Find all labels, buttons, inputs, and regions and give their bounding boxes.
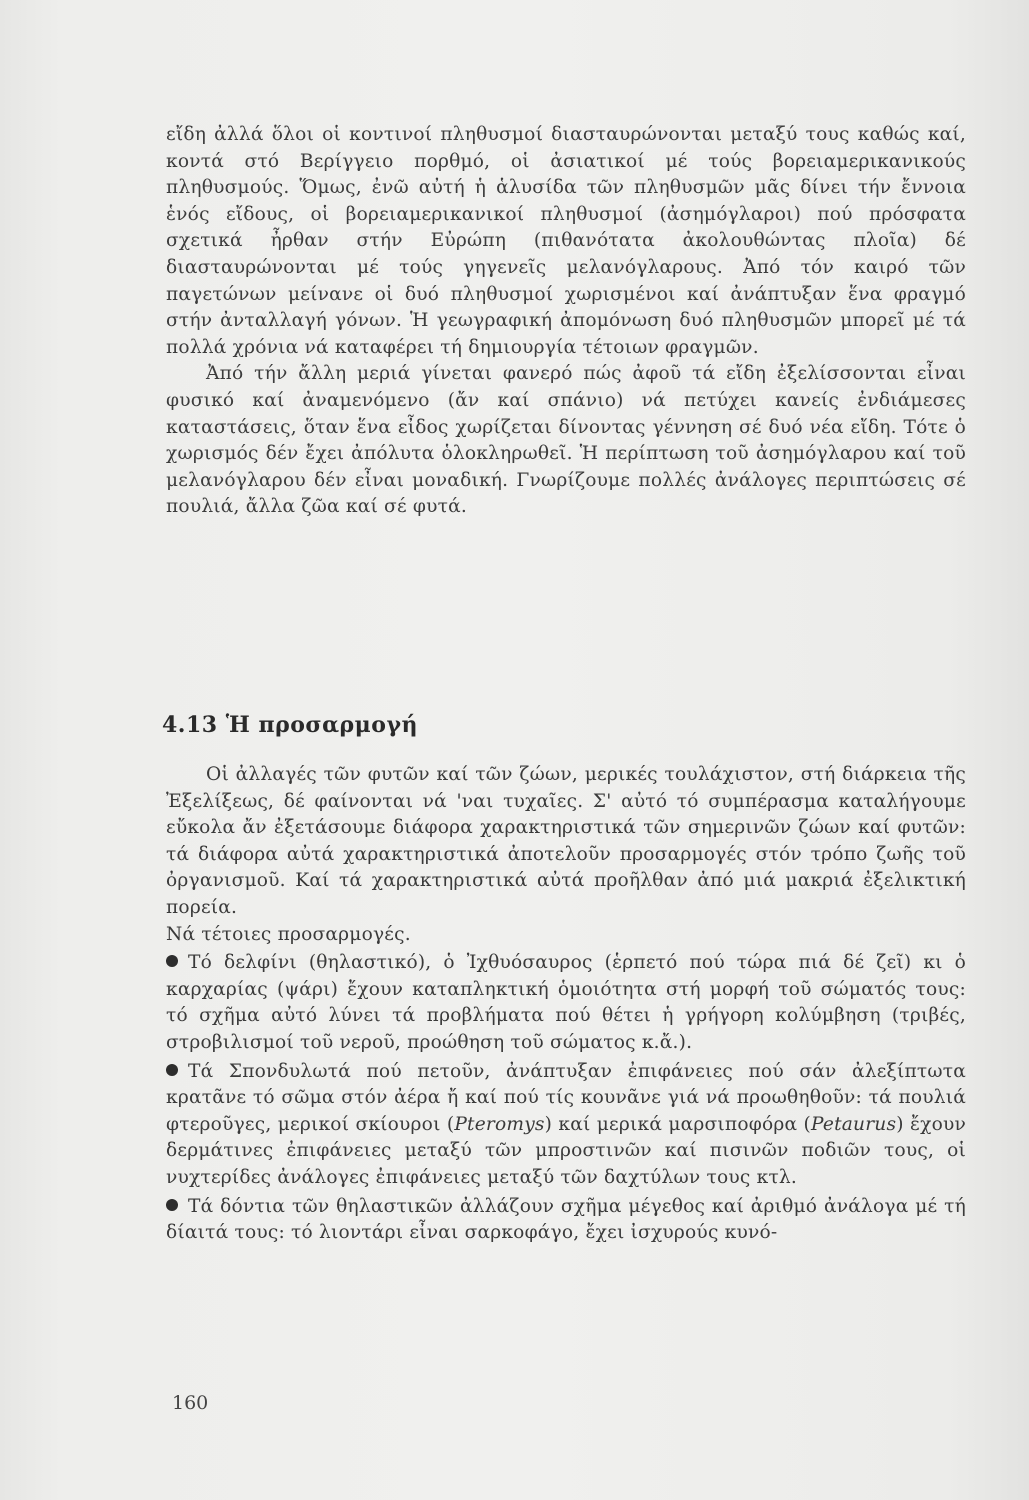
intro-paragraph-2: Ἀπό τήν ἄλλη μεριά γίνεται φανερό πώς ἀφοῦ τά εἴδη ἐξελίσσονται εἶναι φυσικό καί ἀναμενόμενο (ἄν καί σπάνιο) νά πετύχει κανείς ἐνδιάμεσες καταστάσεις, ὅταν ἕνα εἶδος χωρίζεται δίνοντας γέννηση σέ δυό νέα εἴδη. Τότε ὁ χωρισμός δέν ἔχει ἀπόλυτα ὁλοκληρωθεῖ. Ἡ περίπτωση τοῦ ἀσημόγλαρου καί τοῦ μελανόγλαρου δέν εἶναι μοναδική. Γνωρίζουμε πολλές ἀνάλογες περιπτώσεις σέ πουλιά, ἄλλα ζῶα καί σέ φυτά. [166, 363, 966, 518]
bullet-2-petaurus: Petaurus [810, 1113, 897, 1135]
bullet-2-pteromys: Pteromys [454, 1113, 545, 1135]
bullet-1-text: Τό δελφίνι (θηλαστικό), ὁ Ἰχθυόσαυρος (ἑρπετό πού τώρα πιά δέ ζεῖ) κι ὁ καρχαρίας (ψάρι) ἔχουν καταπληκτική ὁμοιότητα στή μορφή τοῦ σώματός τους: τό σχῆμα αὐτό λύνει τά προβλήματα πού θέτει ἡ γρήγορη κολύμβηση (τριβές, στροβιλισμοί τοῦ νεροῦ, προώθηση τοῦ σώματος κ.ἄ.). [166, 952, 966, 1053]
bullet-item-2 [166, 1059, 966, 1192]
intro-text [166, 122, 966, 521]
page-number: 160 [172, 1392, 209, 1414]
bullet-dot-icon [166, 955, 178, 967]
bullet-dot-icon [166, 1064, 178, 1076]
section-paragraph-1: Οἱ ἀλλαγές τῶν φυτῶν καί τῶν ζώων, μερικές τουλάχιστον, στή διάρκεια τῆς Ἐξελίξεως, δέ φαίνονται νά 'ναι τυχαῖες. Σ' αὐτό τό συμπέρασμα καταλήγουμε εὔκολα ἄν ἐξετάσουμε διάφορα χαρακτηριστικά τῶν σημερινῶν ζώων καί φυτῶν: τά διάφορα αὐτά χαρακτηριστικά ἀποτελοῦν προσαρμογές στόν τρόπο ζωῆς τοῦ ὀργανισμοῦ. Καί τά χαρακτηριστικά αὐτά προῆλθαν ἀπό μιά μακριά ἐξελικτική πορεία. [166, 764, 966, 918]
bullet-item-1 [166, 950, 966, 1056]
section-heading: 4.13 Ἡ προσαρμογή [162, 712, 418, 738]
bullet-2-text-c: ) ἔχουν δερμάτινες ἐπιφάνειες μεταξύ τῶν μπροστινῶν καί πισινῶν ποδιῶν τους, οἱ νυχτερίδες ἀνάλογες ἐπιφάνειες μεταξύ τῶν δαχτύλων τους κτλ. [166, 1113, 966, 1188]
bullet-dot-icon [166, 1199, 178, 1211]
intro-paragraph-1: εἴδη ἀλλά ὅλοι οἱ κοντινοί πληθυσμοί διασταυρώνονται μεταξύ τους καθώς καί, κοντά στό Βερίγγειο πορθμό, οἱ ἀσιατικοί μέ τούς βορειαμερικανικούς πληθυσμούς. Ὅμως, ἐνῶ αὐτή ἡ ἁλυσίδα τῶν πληθυσμῶν μᾶς δίνει τήν ἔννοια ἑνός εἴδους, οἱ βορειαμερικανικοί πληθυσμοί (ἀσημόγλαροι) πού πρόσφατα σχετικά ἦρθαν στήν Εὐρώπη (πιθανότατα ἀκολουθώντας πλοῖα) δέ διασταυρώνονται μέ τούς γηγενεῖς μελανόγλαρους. Ἀπό τόν καιρό τῶν παγετώνων μείνανε οἱ δυό πληθυσμοί χωρισμένοι καί ἀνάπτυξαν ἕνα φραγμό στήν ἀνταλλαγή γόνων. Ἡ γεωγραφική ἀπομόνωση δυό πληθυσμῶν μπορεῖ μέ τά πολλά χρόνια νά καταφέρει τή δημιουργία τέτοιων φραγμῶν. [166, 124, 966, 358]
bullet-3-text: Τά δόντια τῶν θηλαστικῶν ἀλλάζουν σχῆμα μέγεθος καί ἀριθμό ἀνάλογα μέ τή δίαιτά τους: τό λιοντάρι εἶναι σαρκοφάγο, ἔχει ἰσχυρούς κυνό- [166, 1195, 966, 1244]
bullet-2-text-b: ) καί μερικά μαρσιποφόρα ( [544, 1113, 811, 1135]
bullet-item-3 [166, 1194, 966, 1247]
section-body [166, 762, 966, 1247]
bullet-2-text-a: Τά Σπονδυλωτά πού πετοῦν, ἀνάπτυξαν ἐπιφάνειες πού σάν ἀλεξίπτωτα κρατᾶνε τό σῶμα στόν ἀέρα ἤ καί πού τίς κουνᾶνε γιά νά προωθηθοῦν: τά πουλιά φτεροῦγες, μερικοί σκίουροι ( [166, 1060, 966, 1135]
section-list-intro: Νά τέτοιες προσαρμογές. [166, 923, 411, 945]
